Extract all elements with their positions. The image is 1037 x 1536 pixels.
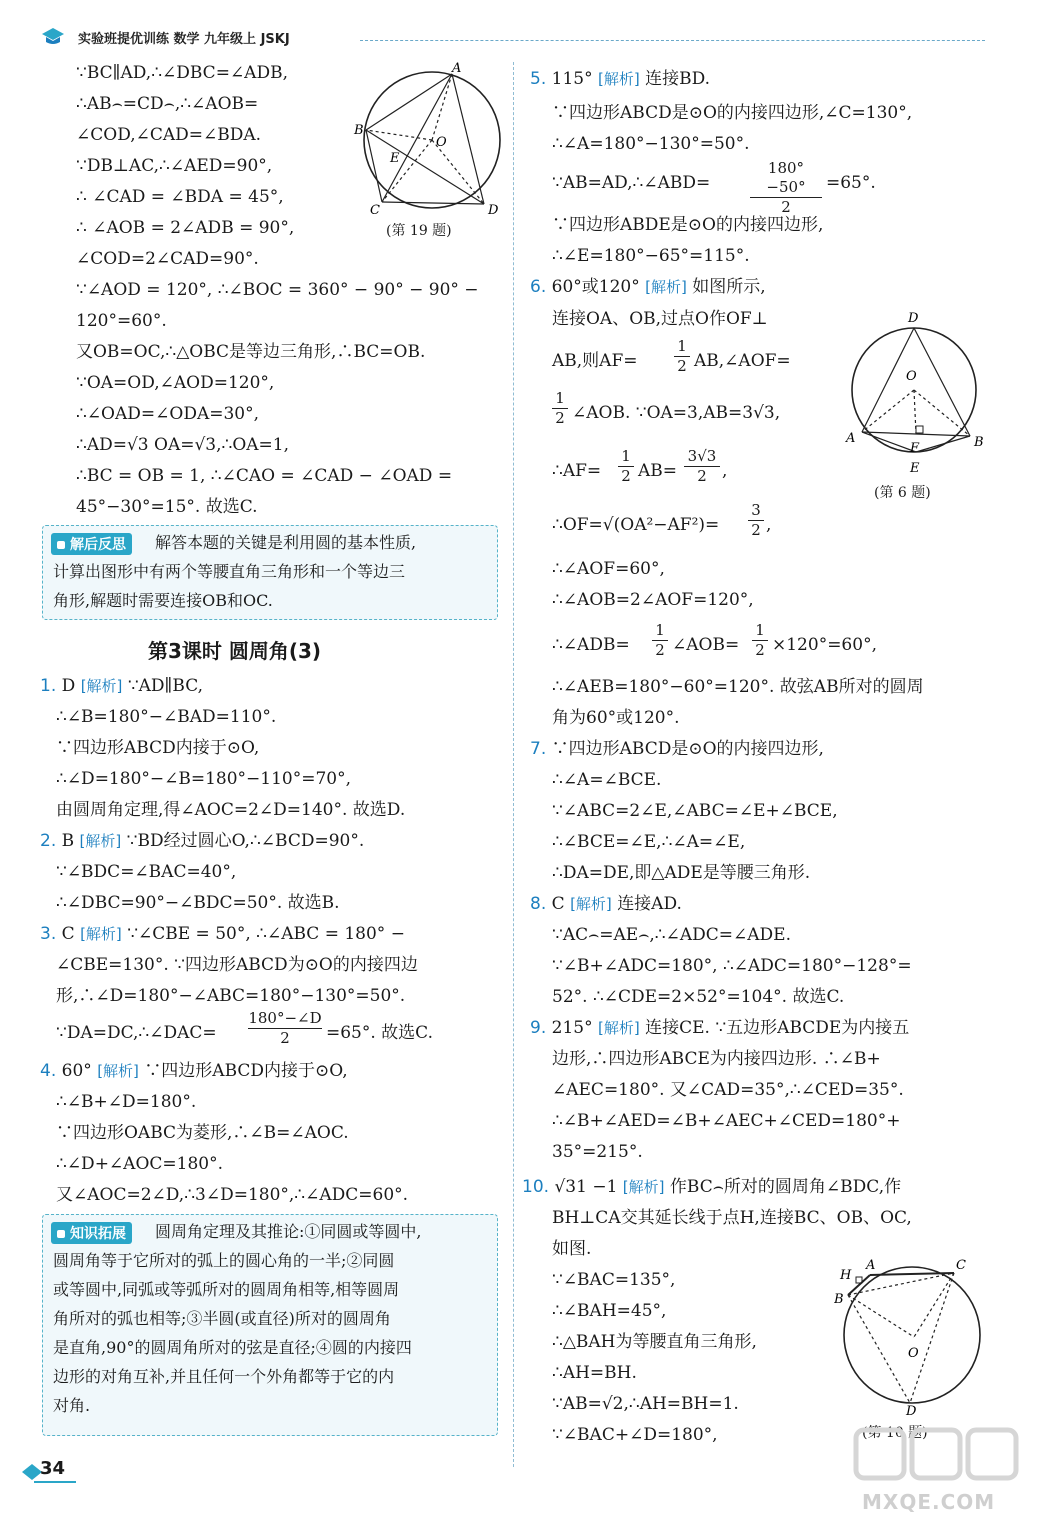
text-line: ∠CBE=130°. ∵四边形ABCD为⊙O的内接四边	[56, 955, 418, 975]
svg-text:E: E	[390, 151, 400, 166]
text-line: ∴∠AOB=2∠AOF=120°,	[552, 590, 754, 610]
text-line: ∴ ∠CAD = ∠BDA = 45°,	[76, 187, 284, 207]
text-line: 角为60°或120°.	[552, 708, 680, 728]
text-line: ∵DA=DC,∴∠DAC=	[56, 1023, 217, 1043]
reflection-tag: 解后反思	[51, 533, 132, 555]
svg-text:B: B	[354, 123, 364, 138]
page-number: 34	[40, 1458, 66, 1479]
text-line: ∵四边形ABCD内接于⊙O,	[144, 1061, 348, 1081]
analysis-tag: [解析]	[80, 925, 122, 943]
text-line: ∴∠D+∠AOC=180°.	[56, 1154, 223, 1174]
answer-7	[530, 738, 824, 760]
text-line: ∠AEC=180°. 又∠CAD=35°,∴∠CED=35°.	[552, 1080, 904, 1100]
svg-text:B: B	[834, 1292, 844, 1307]
question-number: 5.	[530, 69, 547, 89]
text-line: ∵BC∥AD,∴∠DBC=∠ADB,	[76, 63, 288, 83]
question-number: 6.	[530, 277, 547, 297]
text-line: ∴∠BCE=∠E,∴∠A=∠E,	[552, 832, 746, 852]
text-line: ∴∠B=180°−∠BAD=110°.	[56, 707, 277, 727]
text-line: ∴∠DBC=90°−∠BDC=50°. 故选B.	[56, 893, 340, 913]
answer-8	[530, 893, 682, 915]
header-rule	[360, 40, 985, 41]
text-line: ∠COD,∠CAD=∠BDA.	[76, 125, 262, 145]
text-line: 52°. ∴∠CDE=2×52°=104°. 故选C.	[552, 987, 845, 1007]
analysis-tag: [解析]	[80, 677, 123, 695]
text-line: AB,则AF=	[552, 351, 638, 371]
text-line: 边形,∴四边形ABCE为内接四边形. ∴∠B+	[552, 1049, 881, 1069]
text-line: 120°=60°.	[76, 311, 167, 331]
knowledge-line: 对角.	[53, 1396, 91, 1415]
fraction-numerator: 180°−50°	[750, 159, 822, 198]
text-line: 连接CE. ∵五边形ABCDE为内接五	[645, 1018, 910, 1038]
text-line: ∴BC = OB = 1, ∴∠CAO = ∠CAD − ∠OAD =	[76, 466, 453, 486]
comma: ,	[766, 515, 772, 535]
text-line: 45°−30°=15°. 故选C.	[76, 497, 258, 517]
text-line: ∴AD=√3 OA=√3,∴OA=1,	[76, 435, 290, 455]
svg-text:O: O	[908, 1346, 919, 1361]
text-line: ∴∠ADB=	[552, 635, 630, 655]
text-line: ∴OF=√(OA²−AF²)=	[552, 515, 720, 535]
page-header	[30, 22, 985, 52]
reflection-line: 解答本题的关键是利用圆的基本性质,	[155, 533, 417, 552]
text-line: ∵∠BAC=135°,	[552, 1270, 676, 1290]
text-line: ∵四边形ABCD内接于⊙O,	[56, 738, 260, 758]
text-line: BH⊥CA交其延长线于点H,连接BC、OB、OC,	[552, 1208, 912, 1228]
fraction	[248, 1009, 322, 1048]
text-line: 作BC⌢所对的圆周角∠BDC,作	[669, 1177, 902, 1197]
question-number: 2.	[40, 831, 57, 851]
text-line: AB=	[638, 461, 678, 481]
knowledge-line: 圆周角等于它所对的弧上的圆心角的一半;②同圆	[53, 1251, 395, 1270]
svg-text:C: C	[956, 1258, 966, 1273]
question-number: 10.	[522, 1177, 550, 1197]
section-title: 第3课时 圆周角(3)	[148, 639, 322, 663]
svg-text:O: O	[906, 369, 917, 384]
question-number: 1.	[40, 676, 57, 696]
text-line: ∴∠B+∠AED=∠B+∠AEC+∠CED=180°+	[552, 1111, 901, 1131]
answer-6	[530, 276, 766, 298]
text-line: ∴ ∠AOB = 2∠ADB = 90°,	[76, 218, 295, 238]
text-line: 35°=215°.	[552, 1142, 643, 1162]
text-line: ∴∠E=180°−65°=115°.	[552, 246, 750, 266]
question-number: 9.	[530, 1018, 547, 1038]
figure-10-caption: (第 10 题)	[862, 1425, 928, 1441]
answer-3	[40, 923, 405, 945]
answer-5	[530, 68, 710, 90]
reflection-box	[42, 525, 498, 620]
question-number: 7.	[530, 739, 547, 759]
figure-6-caption: (第 6 题)	[874, 485, 931, 501]
fraction-three-root-three-half: 3√3 2	[684, 447, 720, 486]
question-number: 8.	[530, 894, 547, 914]
text-line: ∵AC⌢=AE⌢,∴∠ADC=∠ADE.	[552, 925, 791, 945]
svg-text:A: A	[452, 62, 462, 76]
figure-6-diagram	[844, 306, 989, 476]
text-line: ∠AOB=	[672, 635, 740, 655]
text-line: ∵四边形OABC为菱形,∴∠B=∠AOC.	[56, 1123, 349, 1143]
svg-text:D: D	[488, 203, 499, 218]
text-line: ∴∠A=∠BCE.	[552, 770, 662, 790]
text-line: ∵∠AOD = 120°, ∴∠BOC = 360° − 90° − 90° −	[76, 280, 479, 300]
text-line: 如图.	[552, 1239, 592, 1259]
answer-2	[40, 830, 364, 852]
text-line: ∴∠B+∠D=180°.	[56, 1092, 197, 1112]
comma: ,	[722, 461, 728, 481]
text-line: ∴∠AEB=180°−60°=120°. 故弦AB所对的圆周	[552, 677, 924, 697]
answer-9	[530, 1017, 909, 1039]
answer-choice: C	[551, 894, 565, 914]
text-line: ×120°=60°,	[772, 635, 877, 655]
text-line: ∴∠OAD=∠ODA=30°,	[76, 404, 260, 424]
knowledge-line: 是直角,90°的圆周角所对的弦是直径;④圆的内接四	[53, 1338, 412, 1357]
answer-choice: 60°或120°	[551, 277, 640, 297]
analysis-tag: [解析]	[645, 278, 687, 296]
svg-text:O: O	[436, 135, 447, 150]
figure-19-caption: (第 19 题)	[386, 223, 452, 239]
text-line: ∵∠CBE = 50°, ∴∠ABC = 180° −	[127, 924, 405, 944]
text-line: ∵四边形ABCD是⊙O的内接四边形,∠C=130°,	[552, 103, 913, 123]
svg-text:D: D	[908, 311, 919, 326]
text-line: ∵∠B+∠ADC=180°, ∴∠ADC=180°−128°=	[552, 956, 912, 976]
text-line: ∵∠BDC=∠BAC=40°,	[56, 862, 237, 882]
answer-choice: C	[61, 924, 75, 944]
answer-choice: B	[61, 831, 75, 851]
analysis-tag: [解析]	[598, 1019, 640, 1037]
answer-choice: 215°	[551, 1018, 593, 1038]
answer-1	[40, 675, 203, 697]
analysis-tag: [解析]	[97, 1062, 139, 1080]
text-line: ∴∠AOF=60°,	[552, 559, 665, 579]
svg-text:H: H	[840, 1268, 852, 1283]
fraction-three-half: 3 2	[748, 501, 764, 540]
knowledge-box	[42, 1214, 498, 1436]
text-line: =65°. 故选C.	[326, 1023, 433, 1043]
answer-choice: 115°	[551, 69, 593, 89]
text-line: ∴∠D=180°−∠B=180°−110°=70°,	[56, 769, 352, 789]
text-line: ∵BD经过圆心O,∴∠BCD=90°.	[126, 831, 365, 851]
fraction-denominator: 2	[280, 1029, 290, 1047]
text-line: ∵AB=√2,∴AH=BH=1.	[552, 1394, 739, 1414]
text-line: AB,∠AOF=	[694, 351, 791, 371]
svg-text:A: A	[866, 1258, 876, 1273]
figure-19-diagram	[352, 62, 512, 222]
knowledge-line: 圆周角定理及其推论:①同圆或等圆中,	[155, 1222, 422, 1241]
text-line: 又∠AOC=2∠D,∴3∠D=180°,∴∠ADC=60°.	[56, 1185, 409, 1205]
text-line: ∴△BAH为等腰直角三角形,	[552, 1332, 757, 1352]
text-line: ∴∠A=180°−130°=50°.	[552, 134, 750, 154]
knowledge-tag: 知识拓展	[51, 1222, 132, 1244]
text-line: ∴AB⌢=CD⌢,∴∠AOB=	[76, 94, 259, 114]
answer-choice: D	[61, 676, 76, 696]
svg-text:C: C	[370, 203, 380, 218]
fraction-one-half: 1 2	[618, 447, 634, 486]
text-line: ∵AD∥BC,	[127, 676, 204, 696]
text-line: ∵四边形ABCD是⊙O的内接四边形,	[551, 739, 824, 759]
fraction-denominator: 2	[781, 198, 791, 216]
text-line: =65°.	[826, 173, 876, 193]
analysis-tag: [解析]	[79, 832, 122, 850]
fraction-one-half: 1 2	[674, 337, 690, 376]
text-line: ∴AH=BH.	[552, 1363, 637, 1383]
svg-text:D: D	[906, 1404, 917, 1415]
answer-10	[522, 1176, 901, 1198]
text-line: ∴∠BAH=45°,	[552, 1301, 667, 1321]
text-line: 又OB=OC,∴△OBC是等边三角形,∴BC=OB.	[76, 342, 426, 362]
fraction	[750, 159, 822, 217]
fraction-one-half: 1 2	[552, 389, 568, 428]
svg-text:E: E	[910, 461, 920, 476]
text-line: 形,∴∠D=180°−∠ABC=180°−130°=50°.	[56, 986, 406, 1006]
text-line: 如图所示,	[692, 277, 766, 297]
question-number: 3.	[40, 924, 57, 944]
text-line: ∴AF=	[552, 461, 602, 481]
text-line: ∵AB=AD,∴∠ABD=	[552, 173, 711, 193]
text-line: ∴DA=DE,即△ADE是等腰三角形.	[552, 863, 811, 883]
svg-text:A: A	[846, 431, 856, 446]
fraction-one-half: 1 2	[752, 621, 768, 660]
question-number: 4.	[40, 1061, 57, 1081]
header-title: 实验班提优训练 数学 九年级上 JSKJ	[78, 32, 290, 47]
text-line: ∵OA=OD,∠AOD=120°,	[76, 373, 275, 393]
book-logo-icon	[40, 24, 66, 48]
text-line: 由圆周角定理,得∠AOC=2∠D=140°. 故选D.	[56, 800, 406, 820]
analysis-tag: [解析]	[570, 895, 612, 913]
answer-choice: √31 −1	[554, 1177, 618, 1197]
text-line: ∵∠BAC+∠D=180°,	[552, 1425, 718, 1445]
watermark-text: MXQE.COM	[862, 1490, 996, 1514]
figure-10-diagram	[834, 1255, 984, 1415]
text-line: ∠COD=2∠CAD=90°.	[76, 249, 259, 269]
svg-text:F: F	[910, 441, 920, 456]
analysis-tag: [解析]	[622, 1178, 665, 1196]
answer-4	[40, 1060, 348, 1082]
fraction-numerator: 180°−∠D	[248, 1009, 322, 1027]
answer-choice: 60°	[61, 1061, 92, 1081]
analysis-tag: [解析]	[598, 70, 640, 88]
text-line: 连接AD.	[617, 894, 682, 914]
text-line: 连接OA、OB,过点O作OF⊥	[552, 309, 768, 329]
text-line: 连接BD.	[645, 69, 711, 89]
text-line: ∵四边形ABDE是⊙O的内接四边形,	[552, 215, 824, 235]
text-line: ∵∠ABC=2∠E,∠ABC=∠E+∠BCE,	[552, 801, 838, 821]
column-divider	[513, 62, 514, 1467]
text-line: ∠AOB. ∵OA=3,AB=3√3,	[572, 403, 781, 423]
knowledge-line: 边形的对角互补,并且任何一个外角都等于它的内	[53, 1367, 395, 1386]
knowledge-line: 或等圆中,同弧或等弧所对的圆周角相等,相等圆周	[53, 1280, 400, 1299]
reflection-line: 角形,解题时需要连接OB和OC.	[53, 591, 273, 610]
knowledge-line: 角所对的弧也相等;③半圆(或直径)所对的圆周角	[53, 1309, 391, 1328]
fraction-one-half: 1 2	[652, 621, 668, 660]
reflection-line: 计算出图形中有两个等腰直角三角形和一个等边三	[53, 562, 406, 581]
text-line: ∵DB⊥AC,∴∠AED=90°,	[76, 156, 273, 176]
svg-text:B: B	[974, 435, 984, 450]
